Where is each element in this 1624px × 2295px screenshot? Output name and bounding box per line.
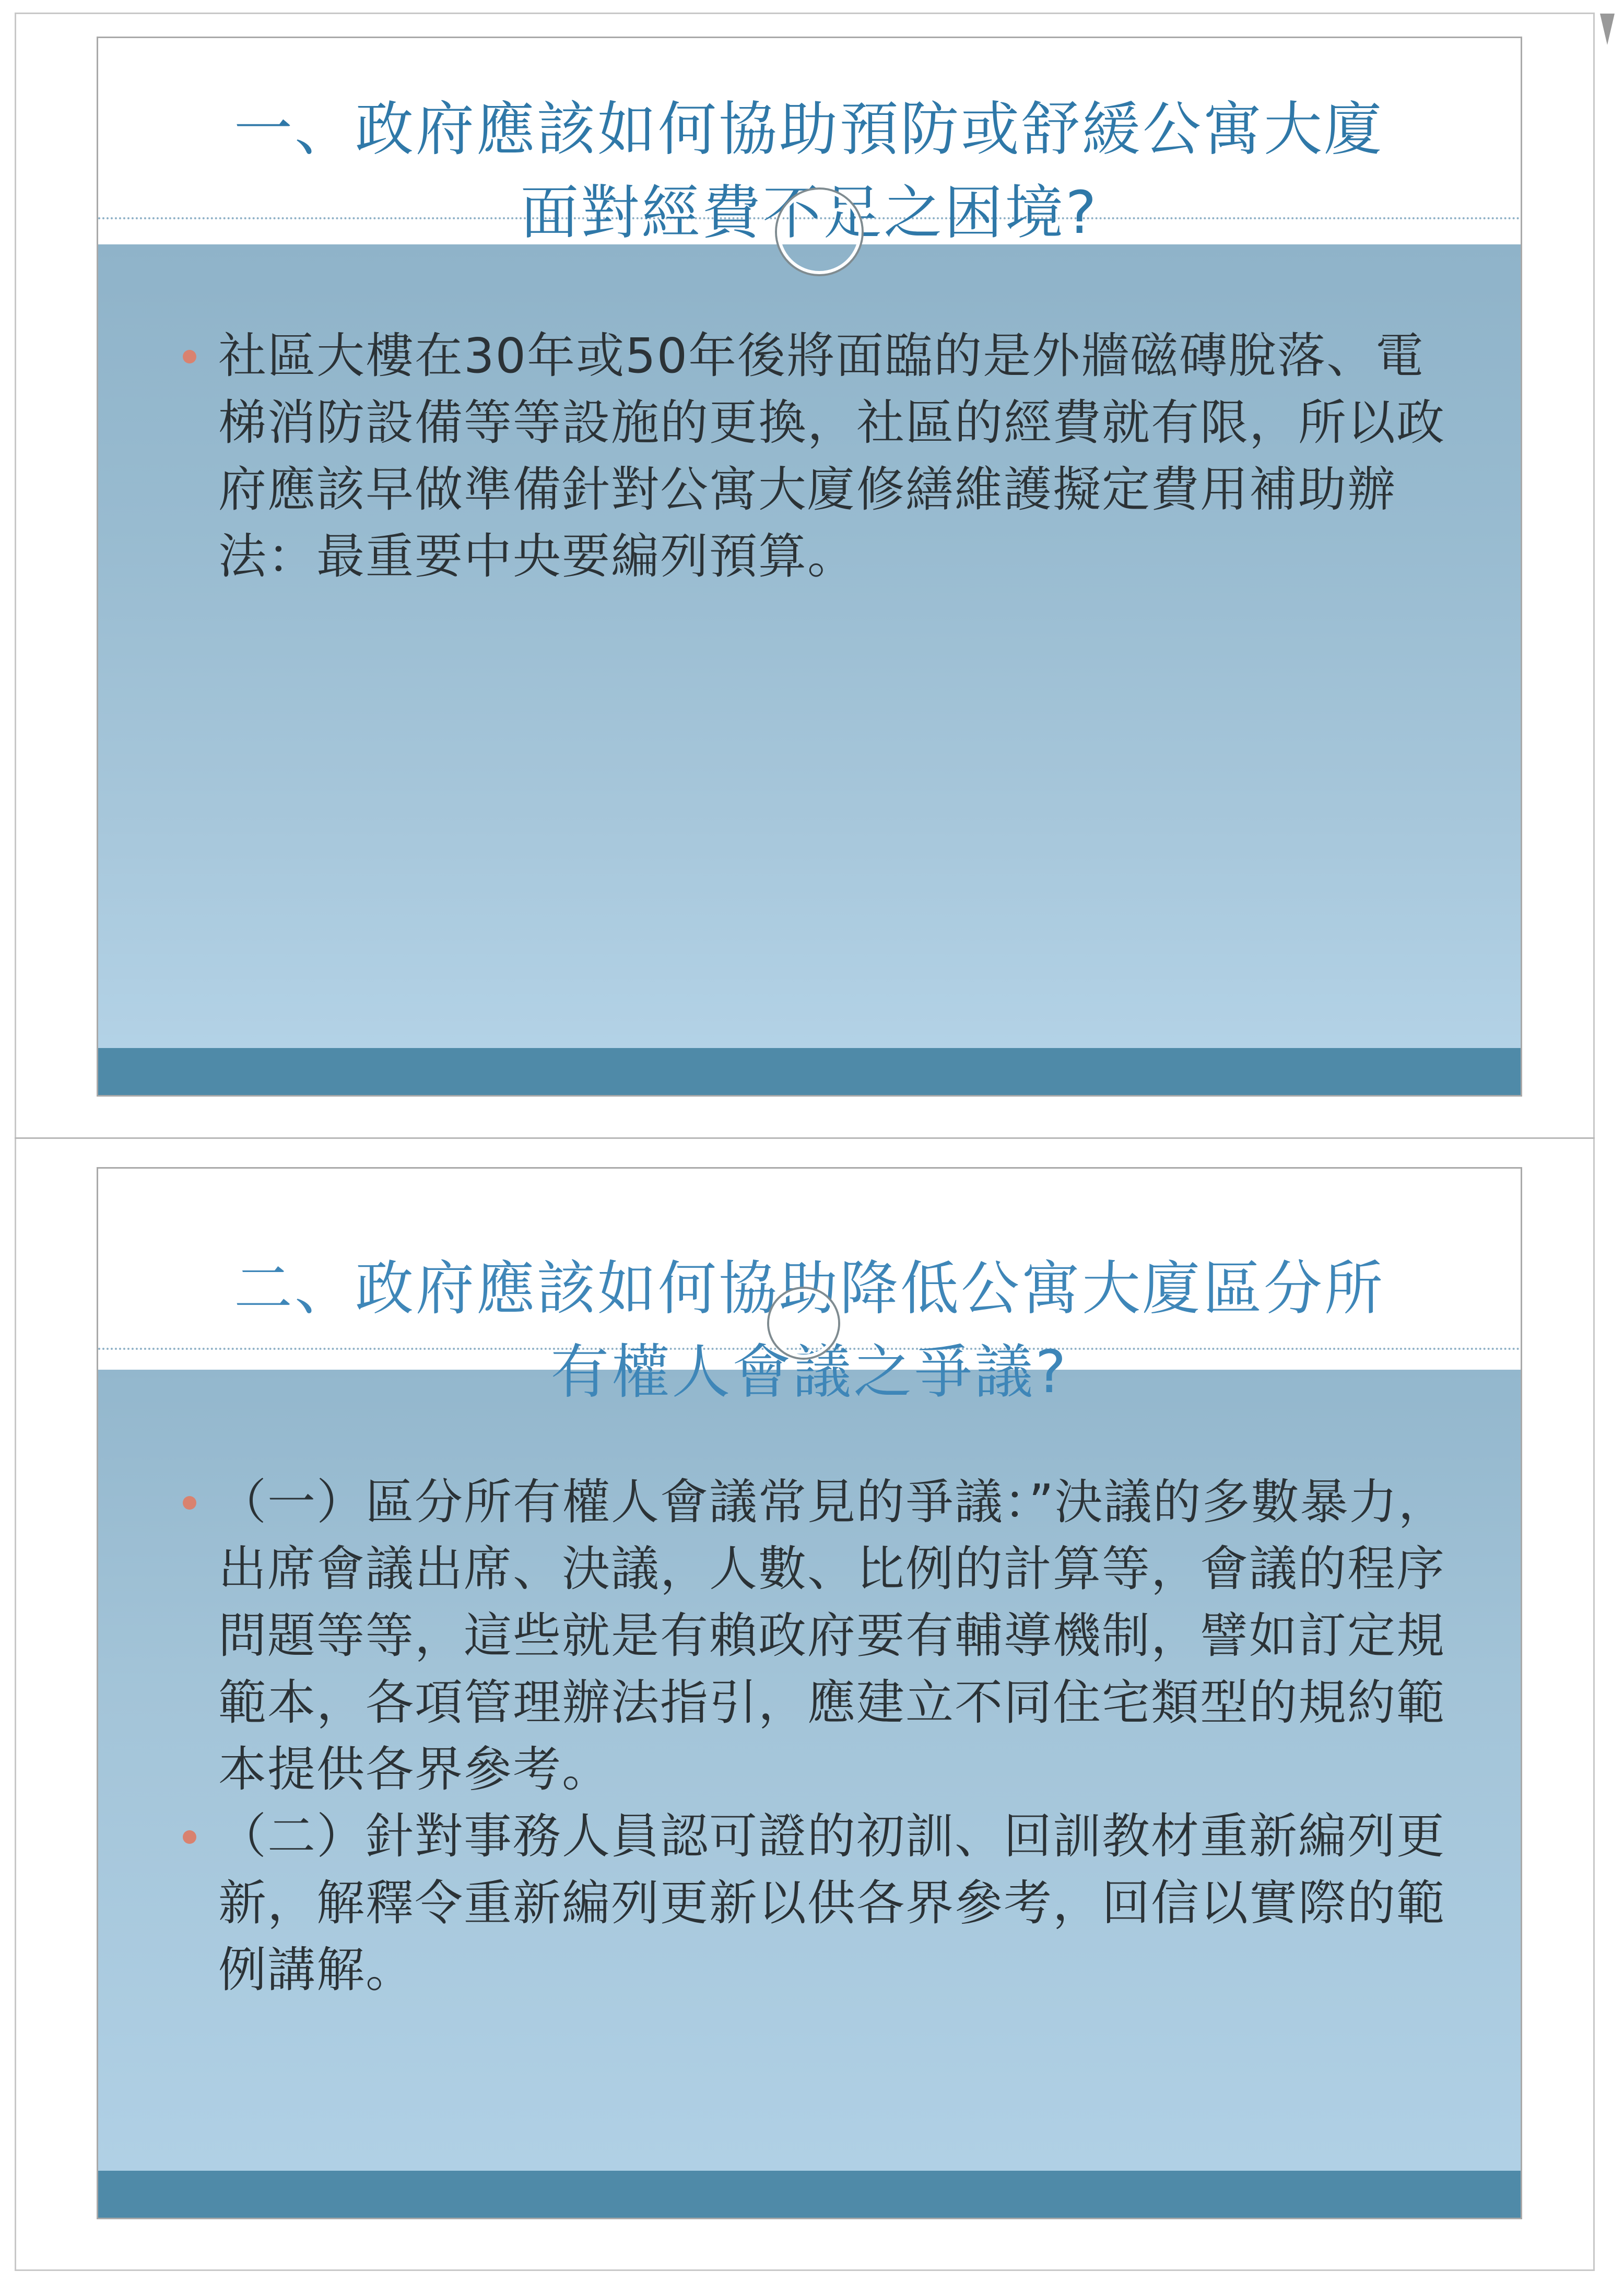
bullet-item <box>161 1469 1463 1803</box>
slide-title-line: 有權人會議之爭議? <box>550 1338 1068 1406</box>
slide-footer-bar <box>98 2171 1521 2218</box>
bullet-dot-icon <box>183 1496 196 1510</box>
slide-footer-bar <box>98 1048 1521 1095</box>
slide-title-line: 面對經費不足之困境? <box>520 179 1099 247</box>
slide-1 <box>97 37 1522 1097</box>
bullet-text: 社區大樓在30年或50年後將面臨的是外牆磁磚脫落、電梯消防設備等等設施的更換，社區的經費就有限，所以政府應該早做準備針對公寓大廈修繕維護擬定費用補助辦法：最重要中央要編列預算。 <box>218 328 1446 584</box>
scan-circle-mark <box>769 1289 838 1358</box>
bullet-dot-icon <box>183 350 196 363</box>
bullet-text: （一）區分所有權人會議常見的爭議：”決議的多數暴力，出席會議出席、決議，人數、比例的計算等，會議的程序問題等等，這些就是有賴政府要有輔導機制，譬如訂定規範本，各項管理辦法指引，應建立不同住宅類型的規約範本提供各界參考。 <box>218 1474 1448 1797</box>
bullet-text: （二）針對事務人員認可證的初訓、回訓教材重新編列更新，解釋令重新編列更新以供各界參考，回信以實際的範例講解。 <box>218 1808 1446 1998</box>
bullet-list <box>161 323 1463 590</box>
bullet-list <box>161 1469 1463 2004</box>
bullet-dot-icon <box>183 1830 196 1844</box>
bullet-item <box>161 1803 1463 2004</box>
bullet-item <box>161 323 1463 590</box>
slide-title-line: 二、政府應該如何協助降低公寓大廈區分所 <box>234 1255 1385 1323</box>
page-corner-mark <box>1600 14 1615 45</box>
page-divider <box>15 1137 1595 1139</box>
slide-2 <box>97 1167 1522 2219</box>
scan-circle-mark <box>777 190 862 274</box>
slide-title-line: 一、政府應該如何協助預防或舒緩公寓大廈 <box>234 96 1385 163</box>
